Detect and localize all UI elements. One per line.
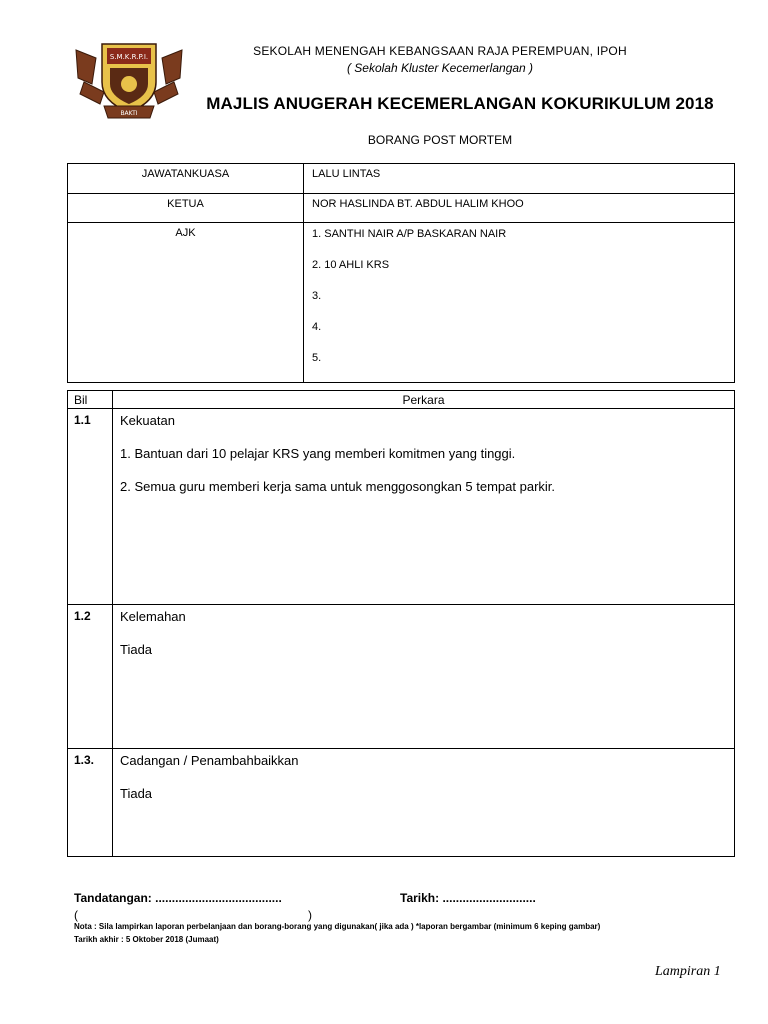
svg-text:S.M.K.R.P.I.: S.M.K.R.P.I. <box>109 53 149 61</box>
matter-title: Cadangan / Penambahbaikkan <box>120 753 299 768</box>
matter-row <box>68 605 735 749</box>
matter-content <box>113 605 735 749</box>
signature-name-bracket <box>74 908 314 922</box>
matter-content <box>113 749 735 857</box>
note-text: Nota : Sila lampirkan laporan perbelanjaan dan borang-borang yang digunakan( jika ada ) *laporan bergambar (minimum 6 keping gambar) <box>74 922 601 931</box>
school-name: SEKOLAH MENENGAH KEBANGSAAN RAJA PEREMPUAN, IPOH <box>253 44 627 58</box>
matters-table <box>67 390 735 857</box>
committee-value: NOR HASLINDA BT. ABDUL HALIM KHOO <box>304 194 735 223</box>
matter-title: Kelemahan <box>120 609 186 624</box>
ajk-members <box>304 223 735 383</box>
deadline-text: Tarikh akhir : 5 Oktober 2018 (Jumaat) <box>74 935 219 944</box>
svg-text:BAKTI: BAKTI <box>120 110 138 117</box>
committee-value: LALU LINTAS <box>304 164 735 194</box>
matter-line: Tiada <box>120 786 153 801</box>
ajk-member: 5. <box>312 352 322 364</box>
date-field: Tarikh: ............................ <box>400 891 536 905</box>
paren-open: ( <box>74 908 78 922</box>
school-cluster: ( Sekolah Kluster Kecemerlangan ) <box>346 61 534 75</box>
col-bil-header: Bil <box>68 391 113 409</box>
matter-content <box>113 409 735 605</box>
ajk-member: 3. <box>312 290 322 302</box>
matter-line: 1. Bantuan dari 10 pelajar KRS yang memberi komitmen yang tinggi. <box>120 446 516 461</box>
ajk-member: 4. <box>312 321 322 333</box>
col-perkara-header: Perkara <box>113 391 735 409</box>
matter-line: Tiada <box>120 642 153 657</box>
form-title: BORANG POST MORTEM <box>367 133 513 147</box>
committee-row-ajk <box>68 223 735 383</box>
paren-close: ) <box>308 908 312 922</box>
matters-header-row <box>68 391 735 409</box>
matter-bil: 1.3. <box>68 749 113 857</box>
committee-label: JAWATANKUASA <box>68 164 304 194</box>
committee-label: KETUA <box>68 194 304 223</box>
ajk-member: 1. SANTHI NAIR A/P BASKARAN NAIR <box>312 228 507 240</box>
committee-table <box>67 163 735 383</box>
matter-title: Kekuatan <box>120 413 175 428</box>
ajk-label: AJK <box>68 223 304 383</box>
school-logo <box>74 38 184 120</box>
committee-row <box>68 194 735 223</box>
main-title: MAJLIS ANUGERAH KECEMERLANGAN KOKURIKULUM 2018 <box>206 94 714 113</box>
matter-bil: 1.2 <box>68 605 113 749</box>
matter-row <box>68 749 735 857</box>
matter-row <box>68 409 735 605</box>
attachment-label: Lampiran 1 <box>655 964 721 979</box>
ajk-member: 2. 10 AHLI KRS <box>312 259 390 271</box>
matter-line: 2. Semua guru memberi kerja sama untuk menggosongkan 5 tempat parkir. <box>120 479 556 494</box>
signature-field: Tandatangan: ...................................... <box>74 891 282 905</box>
school-crest-icon <box>74 38 184 120</box>
committee-row <box>68 164 735 194</box>
matter-bil: 1.1 <box>68 409 113 605</box>
